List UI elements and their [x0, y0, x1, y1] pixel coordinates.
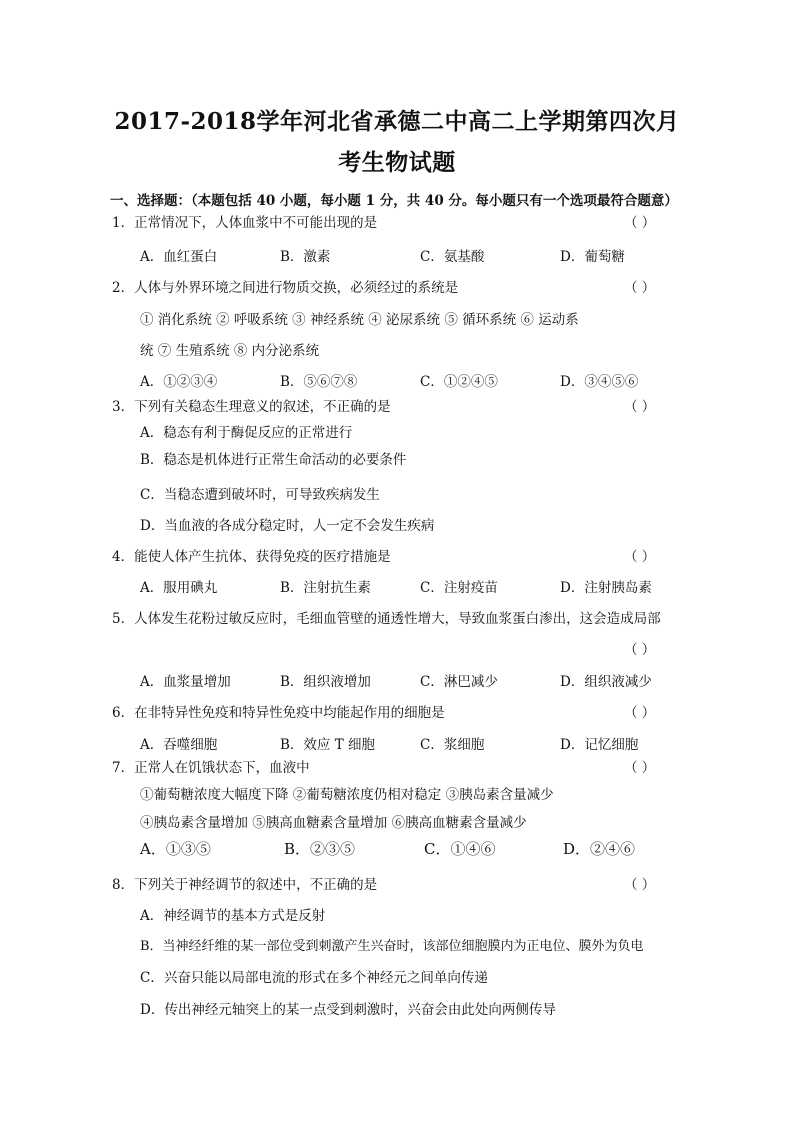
question-5-option-c: C．淋巴减少	[420, 674, 498, 690]
question-8-option-b: B．当神经纤维的某一部位受到刺激产生兴奋时，该部位细胞膜内为正电位、膜外为负电	[140, 939, 644, 954]
question-6-answer-paren: （ ）	[624, 705, 656, 721]
question-2-option-b: B．⑤⑥⑦⑧	[280, 374, 358, 390]
question-3-stem: 3．下列有关稳态生理意义的叙述，不正确的是	[112, 399, 391, 415]
question-2-items-line-1: ① 消化系统 ② 呼吸系统 ③ 神经系统 ④ 泌尿系统 ⑤ 循环系统 ⑥ 运动系	[140, 312, 579, 328]
question-2-option-c: C．①②④⑤	[420, 374, 498, 390]
question-7-items-line-2: ④胰岛素含量增加 ⑤胰高血糖素含量增加 ⑥胰高血糖素含量减少	[140, 815, 527, 831]
question-1-answer-paren: （ ）	[624, 215, 656, 231]
question-1-option-c: C．氨基酸	[420, 249, 485, 265]
question-6-option-d: D．记忆细胞	[560, 737, 639, 753]
question-7-option-a: A．①③⑤	[140, 840, 211, 858]
question-2-stem: 2．人体与外界环境之间进行物质交换，必须经过的系统是	[112, 280, 459, 296]
question-4-stem: 4．能使人体产生抗体、获得免疫的医疗措施是	[112, 549, 391, 565]
question-6-option-c: C．浆细胞	[420, 737, 485, 753]
question-8-stem: 8．下列关于神经调节的叙述中，不正确的是	[112, 877, 378, 893]
question-4-option-c: C．注射疫苗	[420, 580, 498, 596]
question-8-option-a: A．神经调节的基本方式是反射	[140, 908, 326, 924]
question-7-option-b: B．②③⑤	[284, 840, 356, 858]
question-6-stem: 6．在非特异性免疫和特异性免疫中均能起作用的细胞是	[112, 705, 445, 721]
question-5-option-a: A．血浆量增加	[140, 674, 231, 690]
question-1-option-d: D．葡萄糖	[560, 249, 625, 265]
question-6-option-b: B．效应 T 细胞	[280, 737, 376, 753]
question-1-stem: 1．正常情况下，人体血浆中不可能出现的是	[112, 215, 378, 231]
question-2-option-a: A．①②③④	[140, 374, 218, 390]
question-8-option-c: C．兴奋只能以局部电流的形式在多个神经元之间单向传递	[140, 970, 488, 986]
title-line-1: 2017-2018学年河北省承德二中高二上学期第四次月	[114, 108, 680, 135]
question-2-option-d: D．③④⑤⑥	[560, 374, 639, 390]
question-7-items-line-1: ①葡萄糖浓度大幅度下降 ②葡萄糖浓度仍相对稳定 ③胰岛素含量减少	[140, 787, 554, 803]
question-2-answer-paren: （ ）	[624, 280, 656, 296]
question-5-option-d: D．组织液减少	[560, 674, 652, 690]
question-8-option-d: D．传出神经元轴突上的某一点受到刺激时，兴奋会由此处向两侧传导	[140, 1002, 556, 1018]
question-1-option-b: B．激素	[280, 249, 331, 265]
question-8-answer-paren: （ ）	[624, 877, 656, 893]
section-heading: 一、选择题：（本题包括 40 小题，每小题 1 分，共 40 分。每小题只有一个选项最符合题意）	[110, 193, 678, 209]
question-7-option-c: C．①④⑥	[424, 840, 496, 858]
question-7-answer-paren: （ ）	[624, 760, 656, 776]
question-4-option-b: B．注射抗生素	[280, 580, 371, 596]
question-4-answer-paren: （ ）	[624, 549, 656, 565]
question-5-stem: 5．人体发生花粉过敏反应时，毛细血管壁的通透性增大，导致血浆蛋白渗出，这会造成局部	[112, 611, 661, 627]
question-3-option-d: D．当血液的各成分稳定时，人一定不会发生疾病	[140, 518, 435, 534]
question-3-option-b: B．稳态是机体进行正常生命活动的必要条件	[140, 452, 407, 468]
question-5-answer-paren: （ ）	[624, 642, 656, 658]
question-5-option-b: B．组织液增加	[280, 674, 371, 690]
question-7-option-d: D．②④⑥	[563, 840, 636, 858]
question-6-option-a: A．吞噬细胞	[140, 737, 218, 753]
question-3-option-a: A．稳态有利于酶促反应的正常进行	[140, 425, 353, 441]
question-4-option-a: A．服用碘丸	[140, 580, 218, 596]
title-line-2: 考生物试题	[338, 149, 456, 176]
question-3-option-c: C．当稳态遭到破坏时，可导致疾病发生	[140, 487, 380, 503]
question-1-option-a: A．血红蛋白	[140, 249, 218, 265]
question-7-stem: 7．正常人在饥饿状态下，血液中	[112, 760, 310, 776]
question-3-answer-paren: （ ）	[624, 399, 656, 415]
question-4-option-d: D．注射胰岛素	[560, 580, 652, 596]
question-2-items-line-2: 统 ⑦ 生殖系统 ⑧ 内分泌系统	[140, 343, 320, 359]
